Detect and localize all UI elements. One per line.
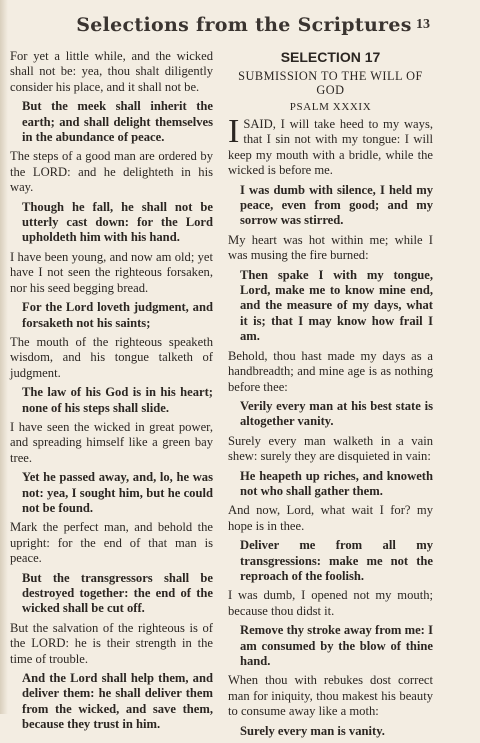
verse: The mouth of the righteous speaketh wisdom, and his tongue talketh of judgment.	[10, 334, 213, 380]
verse-response: Yet he passed away, and, lo, he was not: yea, I sought him, but he could not be found.	[22, 470, 213, 515]
verse: But the salvation of the righteous is of the LORD: he is their strength in the time of trouble.	[10, 620, 213, 666]
verse: Behold, thou hast made my days as a handbreadth; and mine age is as nothing before thee:	[228, 348, 433, 394]
selection-subtitle: SUBMISSION TO THE WILL OF GOD	[238, 69, 423, 97]
verse-response: For the Lord loveth judgment, and forsaketh not his saints;	[22, 300, 213, 330]
verse: The steps of a good man are ordered by the LORD: and he delighteth in his way.	[10, 149, 213, 195]
left-column	[10, 49, 213, 737]
verse-response: But the transgressors shall be destroyed together: the end of the wicked shall be cut off.	[22, 570, 213, 616]
verse-response: And the Lord shall help them, and deliver them: he shall deliver them from the wicked, and save them, because they trust in him.	[22, 671, 213, 732]
running-title: Selections from the Scriptures	[76, 14, 412, 36]
verse: For yet a little while, and the wicked shall not be: yea, thou shalt diligently consider his place, and it shall not be.	[10, 49, 213, 94]
verse: Surely every man walketh in a vain shew: surely they are disquieted in vain:	[228, 433, 433, 464]
verse: I have seen the wicked in great power, and spreading himself like a green bay tree.	[10, 419, 213, 465]
opening-verse	[228, 113, 433, 179]
page-header	[8, 14, 480, 40]
page-edge-shadow	[0, 0, 8, 714]
verse: My heart was hot within me; while I was musing the fire burned:	[228, 232, 433, 263]
drop-cap: I	[228, 113, 240, 150]
psalm-reference: PSALM XXXIX	[289, 101, 372, 113]
selection-title: SELECTION 17	[280, 49, 381, 65]
verse-response: The law of his God is in his heart; none of his steps shall slide.	[22, 385, 213, 415]
verse-response: Remove thy stroke away from me: I am consumed by the blow of thine hand.	[240, 623, 433, 668]
verse: Mark the perfect man, and behold the upright: for the end of that man is peace.	[10, 520, 213, 566]
verse: I was dumb, I opened not my mouth; because thou didst it.	[228, 588, 433, 618]
verse-response: Though he fall, he shall not be utterly cast down: for the Lord upholdeth him with his hand.	[22, 199, 213, 245]
verse: I have been young, and now am old; yet have I not seen the righteous forsaken, nor his seed begging bread.	[10, 249, 213, 295]
page-number: 13	[416, 17, 430, 32]
verse-response: Surely every man is vanity.	[240, 723, 385, 738]
right-column	[228, 49, 433, 743]
verse-response: I was dumb with silence, I held my peace, even from good; and my sorrow was stirred.	[240, 182, 433, 228]
verse-response: He heapeth up riches, and knoweth not who shall gather them.	[240, 468, 433, 498]
verse-response: But the meek shall inherit the earth; and shall delight themselves in the abundance of peace.	[22, 99, 213, 145]
opening-verse-text: SAID, I will take heed to my ways, that I sin not with my tongue: I will keep my mouth with a bridle, while the wicked is before me.	[228, 117, 433, 178]
verse: And now, Lord, what wait I for? my hope is in thee.	[228, 503, 433, 533]
verse-response: Then spake I with my tongue, Lord, make me to know mine end, and the measure of my days, what it is; that I may know how frail I am.	[240, 267, 433, 344]
verse-response: Verily every man at his best state is altogether vanity.	[240, 398, 433, 429]
verse-response: Deliver me from all my transgressions: make me not the reproach of the foolish.	[240, 538, 433, 583]
verse: When thou with rebukes dost correct man for iniquity, thou makest his beauty to consume away like a moth:	[228, 673, 433, 719]
